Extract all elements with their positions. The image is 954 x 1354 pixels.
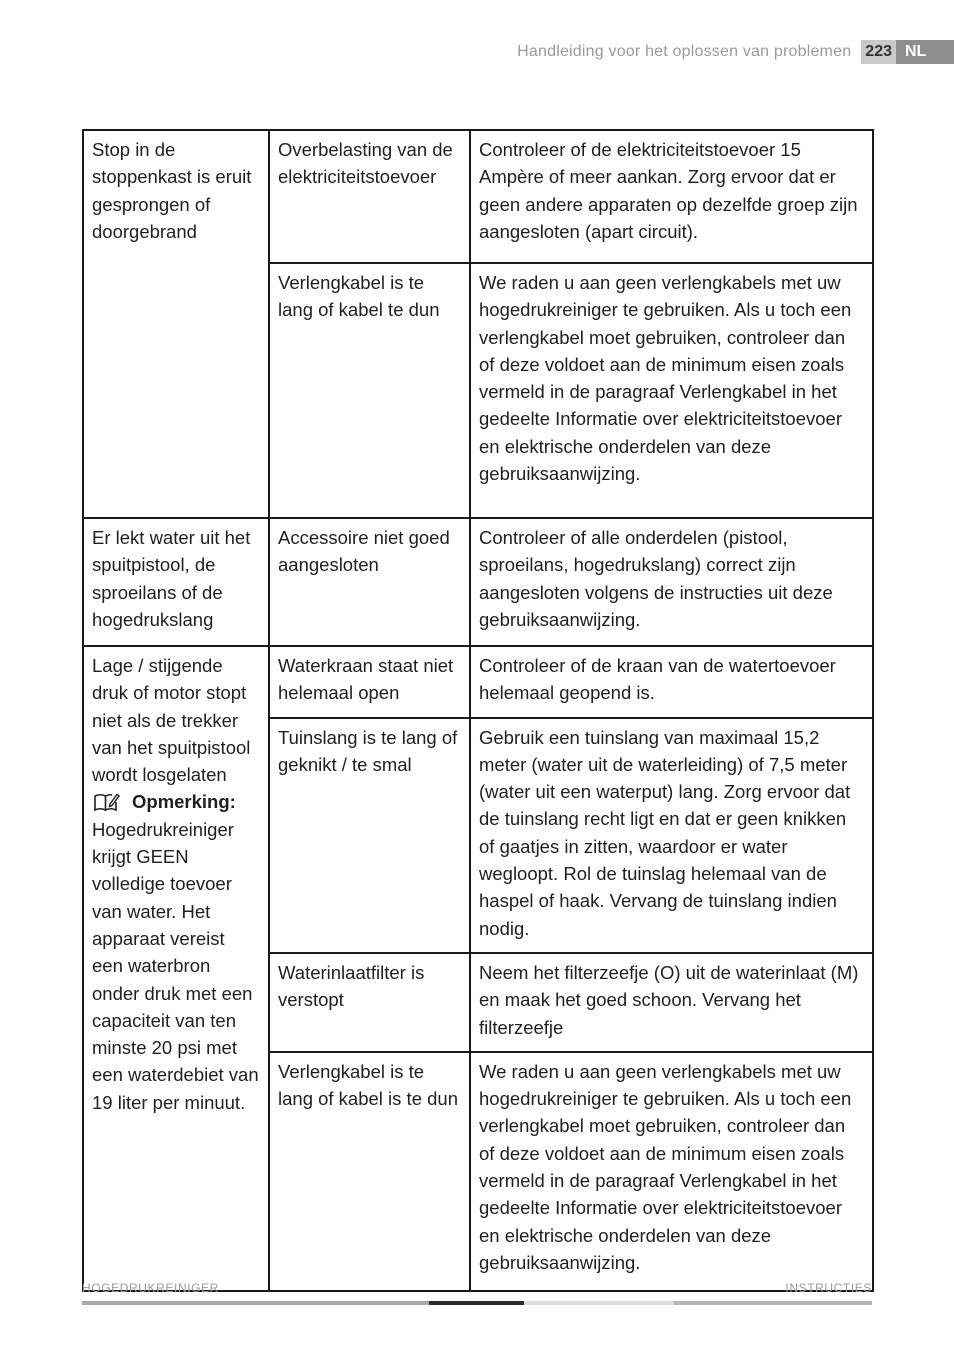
solution-cell: We raden u aan geen verlengkabels met uw hogedrukreiniger te gebruiken. Als u toch een verlengkabel moet gebruiken, controleer dan of deze voldoet aan de minimum eisen zoals vermeld in de paragraaf Verlengkabel in het gedeelte Informatie over elektriciteitstoevoer en elektrische onderdelen van deze gebruiksaanwijzing. bbox=[470, 1052, 873, 1291]
cause-cell: Verlengkabel is te lang of kabel is te dun bbox=[269, 1052, 470, 1291]
footer-bar-segment bbox=[674, 1301, 872, 1305]
table-row bbox=[83, 646, 873, 718]
problem-cell bbox=[83, 646, 269, 1291]
language-tag: NL bbox=[896, 40, 954, 64]
problem-text: Lage / stijgende druk of motor stopt niet als de trekker van het spuitpistool wordt losgelaten bbox=[92, 655, 251, 786]
cause-cell: Accessoire niet goed aangesloten bbox=[269, 518, 470, 646]
table-row bbox=[83, 130, 873, 263]
solution-cell: Neem het filterzeefje (O) uit de waterinlaat (M) en maak het goed schoon. Vervang het filterzeefje bbox=[470, 953, 873, 1052]
footer-left: HOGEDRUKREINIGER bbox=[82, 1281, 219, 1295]
open-book-pencil-icon bbox=[94, 792, 120, 812]
solution-cell: We raden u aan geen verlengkabels met uw hogedrukreiniger te gebruiken. Als u toch een verlengkabel moet gebruiken, controleer dan of deze voldoet aan de minimum eisen zoals vermeld in de paragraaf Verlengkabel in het gedeelte Informatie over elektriciteitstoevoer en elektrische onderdelen van deze gebruiksaanwijzing. bbox=[470, 263, 873, 518]
troubleshooting-table bbox=[82, 129, 874, 1292]
footer-right: INSTRUCTIES bbox=[785, 1281, 872, 1295]
cause-cell: Tuinslang is te lang of geknikt / te smal bbox=[269, 718, 470, 953]
solution-cell: Gebruik een tuinslang van maximaal 15,2 meter (water uit de waterleiding) of 7,5 meter (water uit een waterput) lang. Zorg ervoor dat de tuinslang recht ligt en dat er geen knikken of gaatjes in zitten, waardoor er water wegloopt. Rol de tuinslag helemaal van de haspel of haak. Vervang de tuinslang indien nodig. bbox=[470, 718, 873, 953]
page-header bbox=[517, 40, 954, 64]
note-heading bbox=[92, 788, 260, 815]
page-footer bbox=[82, 1281, 872, 1295]
footer-bar-segment bbox=[429, 1301, 524, 1305]
footer-bar-segment bbox=[82, 1301, 429, 1305]
footer-bar-segment bbox=[524, 1301, 674, 1305]
note-label: Opmerking: bbox=[132, 791, 236, 813]
problem-cell: Stop in de stoppenkast is eruit gesprongen of doorgebrand bbox=[83, 130, 269, 518]
table-row bbox=[83, 518, 873, 646]
note-text: Hogedrukreiniger krijgt GEEN volledige toevoer van water. Het apparaat vereist een waterbron onder druk met een capaciteit van ten minste 20 psi met een waterdebiet van 19 liter per minuut. bbox=[92, 818, 259, 1113]
cause-cell: Overbelasting van de elektriciteitstoevoer bbox=[269, 130, 470, 263]
solution-cell: Controleer of alle onderdelen (pistool, sproeilans, hogedrukslang) correct zijn aangesloten volgens de instructies uit deze gebruiksaanwijzing. bbox=[470, 518, 873, 646]
cause-cell: Verlengkabel is te lang of kabel te dun bbox=[269, 263, 470, 518]
cause-cell: Waterinlaatfilter is verstopt bbox=[269, 953, 470, 1052]
solution-cell: Controleer of de kraan van de watertoevoer helemaal geopend is. bbox=[470, 646, 873, 718]
solution-cell: Controleer of de elektriciteitstoevoer 15 Ampère of meer aankan. Zorg ervoor dat er geen andere apparaten op dezelfde groep zijn aangesloten (apart circuit). bbox=[470, 130, 873, 263]
page-number: 223 bbox=[861, 40, 896, 64]
footer-bar bbox=[82, 1301, 872, 1305]
cause-cell: Waterkraan staat niet helemaal open bbox=[269, 646, 470, 718]
problem-cell: Er lekt water uit het spuitpistool, de sproeilans of de hogedrukslang bbox=[83, 518, 269, 646]
header-title: Handleiding voor het oplossen van problemen bbox=[517, 43, 852, 60]
